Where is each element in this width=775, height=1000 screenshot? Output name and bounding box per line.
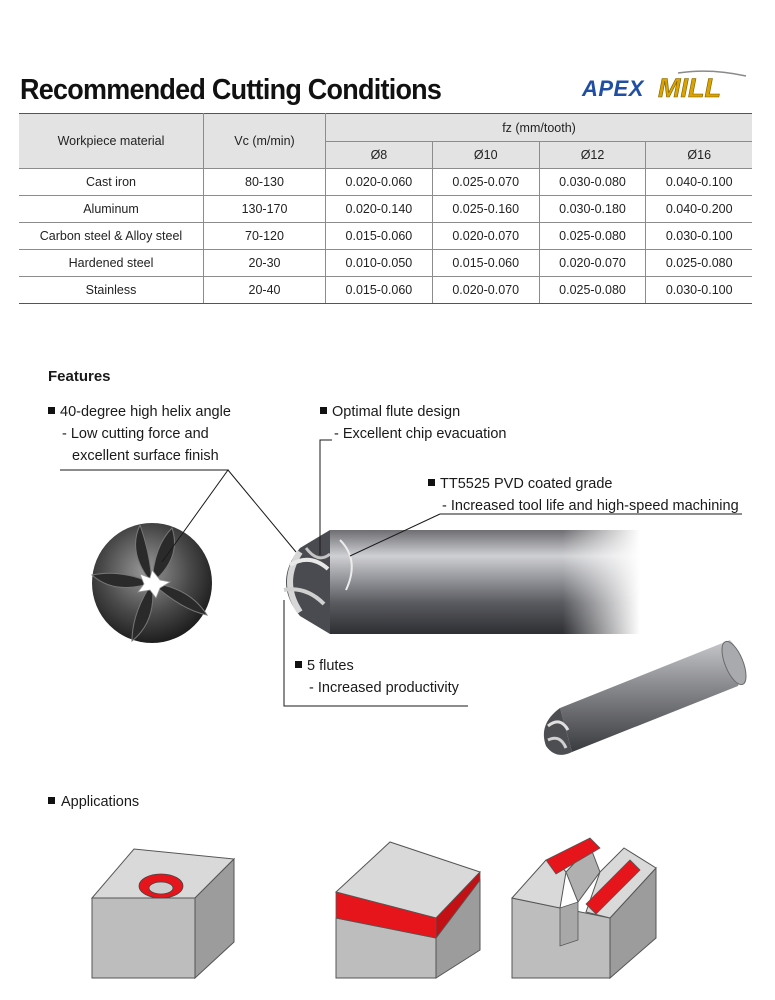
feature-5-flutes: 5 flutes - Increased productivity: [295, 655, 459, 699]
cell-fz: 0.030-0.080: [539, 169, 646, 196]
application-edge-chamfer: [336, 842, 480, 978]
cell-fz: 0.030-0.180: [539, 196, 646, 223]
cell-fz: 0.030-0.100: [646, 223, 752, 250]
bullet-square-icon: [320, 407, 327, 414]
cell-fz: 0.025-0.070: [432, 169, 539, 196]
apexmill-logo: [580, 70, 750, 104]
cell-vc: 70-120: [204, 223, 326, 250]
cell-fz: 0.015-0.060: [432, 250, 539, 277]
logo-text-mill: MILL: [658, 73, 721, 103]
cutting-conditions-table: [19, 113, 752, 304]
cell-material: Hardened steel: [19, 250, 204, 277]
page-title: Recommended Cutting Conditions: [20, 74, 442, 106]
header-diameter: Ø16: [646, 142, 752, 169]
small-tool-image: [544, 638, 751, 755]
cell-fz: 0.025-0.080: [539, 277, 646, 304]
cell-fz: 0.015-0.060: [326, 223, 433, 250]
cell-vc: 20-30: [204, 250, 326, 277]
cell-vc: 20-40: [204, 277, 326, 304]
features-title: Features: [48, 368, 111, 385]
cell-fz: 0.040-0.100: [646, 169, 752, 196]
header-diameter: Ø12: [539, 142, 646, 169]
cell-fz: 0.015-0.060: [326, 277, 433, 304]
cell-fz: 0.025-0.160: [432, 196, 539, 223]
header-fz: fz (mm/tooth): [326, 114, 753, 142]
table-row: [19, 277, 752, 304]
application-hole-chamfer: [92, 849, 234, 978]
header-diameter: Ø10: [432, 142, 539, 169]
cell-fz: 0.040-0.200: [646, 196, 752, 223]
cell-fz: 0.020-0.060: [326, 169, 433, 196]
table-row: [19, 196, 752, 223]
cell-fz: 0.020-0.140: [326, 196, 433, 223]
cell-vc: 80-130: [204, 169, 326, 196]
applications-title: Applications: [48, 794, 139, 810]
table-row: [19, 223, 752, 250]
cell-material: Aluminum: [19, 196, 204, 223]
cell-fz: 0.010-0.050: [326, 250, 433, 277]
table-row: [19, 250, 752, 277]
cell-fz: 0.025-0.080: [539, 223, 646, 250]
header-vc: Vc (m/min): [204, 114, 326, 169]
cell-material: Carbon steel & Alloy steel: [19, 223, 204, 250]
cell-fz: 0.030-0.100: [646, 277, 752, 304]
cell-fz: 0.020-0.070: [432, 277, 539, 304]
feature-flute-design: Optimal flute design - Excellent chip evacuation: [320, 401, 507, 445]
bullet-square-icon: [428, 479, 435, 486]
cell-vc: 130-170: [204, 196, 326, 223]
cell-fz: 0.020-0.070: [539, 250, 646, 277]
bullet-square-icon: [295, 661, 302, 668]
header-material: Workpiece material: [19, 114, 204, 169]
end-view-disc: [92, 523, 212, 643]
table-row: [19, 169, 752, 196]
bullet-square-icon: [48, 407, 55, 414]
large-tool-image: [284, 530, 640, 634]
header-diameter: Ø8: [326, 142, 433, 169]
cell-material: Cast iron: [19, 169, 204, 196]
feature-coated-grade: TT5525 PVD coated grade - Increased tool life and high-speed machining: [428, 473, 739, 517]
cell-fz: 0.025-0.080: [646, 250, 752, 277]
cell-fz: 0.020-0.070: [432, 223, 539, 250]
application-v-groove: [512, 838, 656, 978]
bullet-square-icon: [48, 797, 55, 804]
cell-material: Stainless: [19, 277, 204, 304]
logo-text-apex: APEX: [582, 76, 644, 101]
feature-helix-angle: 40-degree high helix angle - Low cutting force and excellent surface finish: [48, 401, 231, 467]
